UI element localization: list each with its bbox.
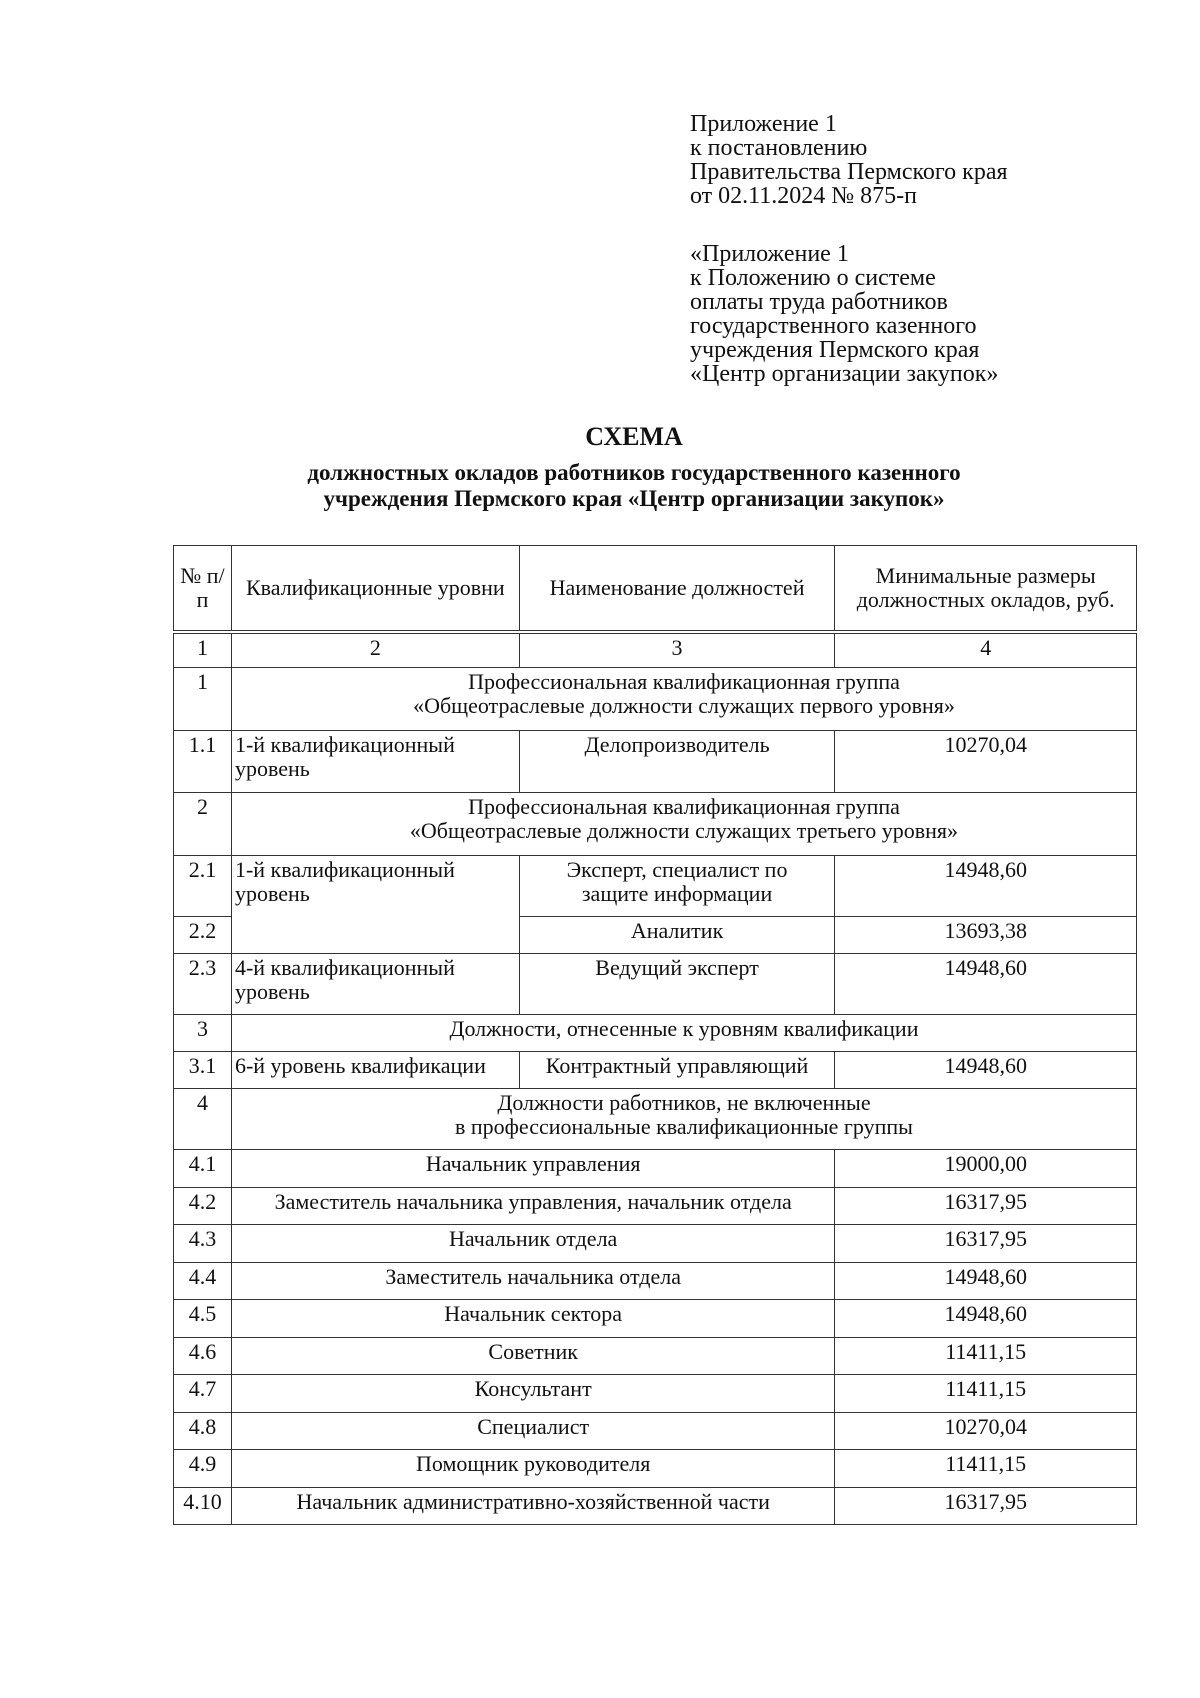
table-row xyxy=(174,1225,1137,1263)
row-number: 2.3 xyxy=(174,954,232,1015)
salary-value: 11411,15 xyxy=(835,1337,1137,1375)
salary-value: 14948,60 xyxy=(835,1052,1137,1089)
group-row xyxy=(174,1015,1137,1052)
qualification-level: 4-й квалификационный уровень xyxy=(231,954,519,1015)
document-title: СХЕМА xyxy=(585,422,683,451)
table-row xyxy=(174,1450,1137,1488)
header-line: Приложение 1 xyxy=(690,111,837,137)
table-row xyxy=(174,1150,1137,1188)
salary-value: 11411,15 xyxy=(835,1375,1137,1413)
position-name: Начальник сектора xyxy=(231,1300,834,1338)
position-name: Контрактный управляющий xyxy=(519,1052,835,1089)
table-row xyxy=(174,1052,1137,1089)
header-cell: Минимальные размеры должностных окладов, руб. xyxy=(835,546,1137,632)
salary-value: 14948,60 xyxy=(835,856,1137,917)
header-line: оплаты труда работников xyxy=(690,289,948,315)
position-name: Консультант xyxy=(231,1375,834,1413)
position-name: Ведущий эксперт xyxy=(519,954,835,1015)
row-number: 4.6 xyxy=(174,1337,232,1375)
position-name: Заместитель начальника отдела xyxy=(231,1262,834,1300)
row-number: 2.1 xyxy=(174,856,232,917)
salary-value: 19000,00 xyxy=(835,1150,1137,1188)
row-number: 4.9 xyxy=(174,1450,232,1488)
salary-value: 16317,95 xyxy=(835,1487,1137,1525)
column-number: 1 xyxy=(174,632,232,668)
group-number: 4 xyxy=(174,1089,232,1150)
position-name: Начальник управления xyxy=(231,1150,834,1188)
salary-value: 16317,95 xyxy=(835,1187,1137,1225)
table-row xyxy=(174,1487,1137,1525)
table-row xyxy=(174,1412,1137,1450)
table-row xyxy=(174,731,1137,793)
qualification-level: 1-й квалификационный уровень xyxy=(231,856,519,954)
header-line: Правительства Пермского края xyxy=(690,159,1008,185)
row-number: 2.2 xyxy=(174,917,232,954)
group-row xyxy=(174,1089,1137,1150)
header-line: к Положению о системе xyxy=(690,265,936,291)
group-title: Должности, отнесенные к уровням квалификации xyxy=(231,1015,1136,1052)
salary-table xyxy=(173,545,1137,1525)
row-number: 4.3 xyxy=(174,1225,232,1263)
table-header-row xyxy=(174,546,1137,632)
table-row xyxy=(174,1300,1137,1338)
row-number: 4.7 xyxy=(174,1375,232,1413)
header-cell: Наименование должностей xyxy=(519,546,835,632)
salary-value: 14948,60 xyxy=(835,954,1137,1015)
group-title: Профессиональная квалификационная группа «Общеотраслевые должности служащих третьего уровня» xyxy=(231,793,1136,856)
column-number: 3 xyxy=(519,632,835,668)
row-number: 4.10 xyxy=(174,1487,232,1525)
position-name: Делопроизводитель xyxy=(519,731,835,793)
row-number: 4.5 xyxy=(174,1300,232,1338)
header-line: к постановлению xyxy=(690,135,868,161)
header-cell: № п/п xyxy=(174,546,232,632)
table-row xyxy=(174,1262,1137,1300)
column-number: 2 xyxy=(231,632,519,668)
row-number: 4.2 xyxy=(174,1187,232,1225)
group-number: 2 xyxy=(174,793,232,856)
position-name: Специалист xyxy=(231,1412,834,1450)
header-line: «Центр организации закупок» xyxy=(690,361,999,387)
appendix-header xyxy=(690,112,1008,208)
salary-value: 14948,60 xyxy=(835,1300,1137,1338)
qualification-level: 6-й уровень квалификации xyxy=(231,1052,519,1089)
group-row xyxy=(174,668,1137,731)
header-line: государственного казенного xyxy=(690,313,977,339)
row-number: 4.8 xyxy=(174,1412,232,1450)
header-line: от 02.11.2024 № 875-п xyxy=(690,183,918,209)
position-name: Эксперт, специалист по защите информации xyxy=(519,856,835,917)
qualification-level: 1-й квалификационный уровень xyxy=(231,731,519,793)
subtitle-line: должностных окладов работников государственного казенного xyxy=(307,460,961,485)
group-number: 1 xyxy=(174,668,232,731)
group-number: 3 xyxy=(174,1015,232,1052)
subtitle-line: учреждения Пермского края «Центр организации закупок» xyxy=(323,486,945,511)
group-title: Профессиональная квалификационная группа «Общеотраслевые должности служащих первого уровня» xyxy=(231,668,1136,731)
column-number: 4 xyxy=(835,632,1137,668)
group-4-rows xyxy=(174,1150,1137,1525)
header-line: «Приложение 1 xyxy=(690,241,849,267)
salary-value: 10270,04 xyxy=(835,731,1137,793)
document-subtitle xyxy=(0,460,1200,512)
table-row xyxy=(174,1337,1137,1375)
row-number: 1.1 xyxy=(174,731,232,793)
salary-value: 14948,60 xyxy=(835,1262,1137,1300)
group-row xyxy=(174,793,1137,856)
row-number: 4.1 xyxy=(174,1150,232,1188)
salary-value: 10270,04 xyxy=(835,1412,1137,1450)
position-name: Помощник руководителя xyxy=(231,1450,834,1488)
salary-value: 13693,38 xyxy=(835,917,1137,954)
table-row xyxy=(174,856,1137,917)
salary-value: 16317,95 xyxy=(835,1225,1137,1263)
table-row xyxy=(174,1187,1137,1225)
table-row xyxy=(174,1375,1137,1413)
position-name: Начальник отдела xyxy=(231,1225,834,1263)
position-name: Советник xyxy=(231,1337,834,1375)
appendix-reference xyxy=(690,242,998,386)
header-line: учреждения Пермского края xyxy=(690,337,980,363)
position-name: Начальник административно-хозяйственной части xyxy=(231,1487,834,1525)
column-number-row xyxy=(174,632,1137,668)
position-name: Заместитель начальника управления, начальник отдела xyxy=(231,1187,834,1225)
row-number: 4.4 xyxy=(174,1262,232,1300)
salary-value: 11411,15 xyxy=(835,1450,1137,1488)
group-title: Должности работников, не включенные в профессиональные квалификационные группы xyxy=(231,1089,1136,1150)
table-row xyxy=(174,954,1137,1015)
header-cell: Квалификационные уровни xyxy=(231,546,519,632)
row-number: 3.1 xyxy=(174,1052,232,1089)
position-name: Аналитик xyxy=(519,917,835,954)
